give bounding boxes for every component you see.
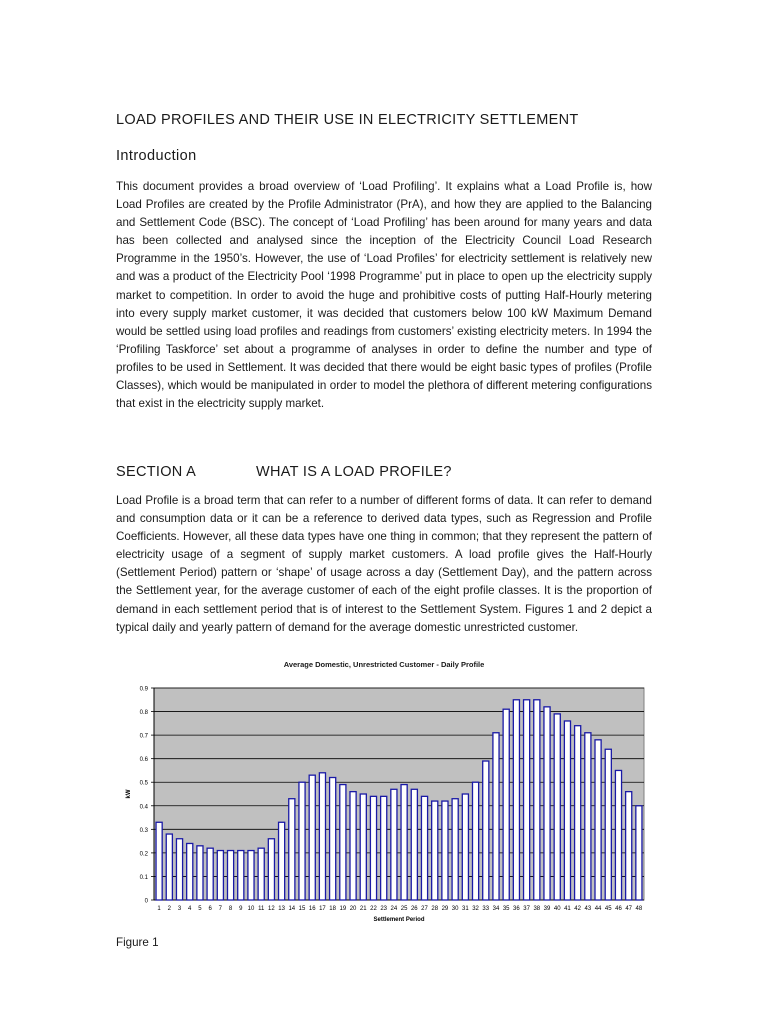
- bar: [626, 792, 632, 900]
- x-tick-label: 3: [177, 906, 182, 912]
- x-tick-label: 12: [268, 906, 275, 912]
- bar: [330, 778, 336, 900]
- bar: [564, 721, 570, 900]
- bar: [493, 733, 499, 900]
- bar: [299, 782, 305, 900]
- y-tick-label: 0.9: [139, 686, 148, 693]
- x-tick-label: 29: [441, 906, 449, 912]
- x-tick-label: 39: [543, 906, 551, 912]
- bar: [258, 848, 264, 900]
- x-tick-label: 7: [218, 906, 223, 912]
- x-tick-label: 43: [584, 906, 592, 912]
- bar: [197, 846, 203, 900]
- bar: [156, 822, 162, 900]
- bar: [401, 785, 407, 900]
- x-tick-label: 17: [319, 906, 326, 912]
- bar: [595, 740, 601, 900]
- bar: [411, 789, 417, 900]
- bar: [217, 851, 223, 900]
- bar: [319, 773, 325, 900]
- bar: [207, 848, 213, 900]
- x-tick-label: 8: [228, 906, 233, 912]
- x-tick-label: 2: [167, 906, 171, 912]
- x-tick-label: 25: [400, 906, 408, 912]
- x-tick-label: 19: [339, 906, 347, 912]
- x-tick-label: 44: [594, 906, 602, 912]
- x-axis-label: Settlement Period: [373, 917, 425, 923]
- intro-heading: Introduction: [116, 148, 197, 164]
- x-tick-label: 32: [472, 906, 479, 912]
- x-tick-label: 24: [390, 906, 398, 912]
- y-tick-label: 0.3: [139, 827, 148, 834]
- x-tick-label: 37: [523, 906, 530, 912]
- x-tick-label: 45: [604, 906, 612, 912]
- y-tick-label: 0.5: [139, 780, 148, 787]
- x-tick-label: 27: [421, 906, 428, 912]
- bar: [248, 851, 254, 900]
- x-tick-label: 34: [492, 906, 500, 912]
- bar: [279, 822, 285, 900]
- chart-svg: [116, 672, 652, 926]
- x-tick-label: 23: [380, 906, 388, 912]
- x-tick-label: 5: [198, 906, 202, 912]
- x-tick-label: 22: [370, 906, 377, 912]
- bar: [473, 782, 479, 900]
- bar: [238, 851, 244, 900]
- bar: [289, 799, 295, 900]
- bar: [176, 839, 182, 900]
- y-tick-label: 0.8: [139, 710, 148, 717]
- daily-profile-chart: [116, 660, 652, 926]
- bar: [615, 770, 621, 900]
- bar: [340, 785, 346, 900]
- bar: [636, 806, 642, 900]
- bar: [268, 839, 274, 900]
- bar: [350, 792, 356, 900]
- bar: [442, 801, 448, 900]
- y-axis-label: kW: [126, 789, 132, 799]
- bar: [483, 761, 489, 900]
- x-tick-label: 10: [247, 906, 255, 912]
- bar: [585, 733, 591, 900]
- x-tick-label: 31: [462, 906, 469, 912]
- x-tick-label: 38: [533, 906, 541, 912]
- x-tick-label: 48: [635, 906, 643, 912]
- bar: [360, 794, 366, 900]
- x-tick-label: 20: [349, 906, 357, 912]
- x-tick-label: 30: [451, 906, 459, 912]
- x-tick-label: 41: [564, 906, 571, 912]
- x-tick-label: 40: [553, 906, 561, 912]
- bar: [187, 843, 193, 900]
- bar: [309, 775, 315, 900]
- x-tick-label: 33: [482, 906, 490, 912]
- x-tick-label: 15: [298, 906, 306, 912]
- y-tick-label: 0.6: [139, 757, 148, 764]
- x-tick-label: 42: [574, 906, 581, 912]
- intro-paragraph: This document provides a broad overview of ‘Load Profiling’. It explains what a Load Profile is, how Load Profiles are created by the Profile Administrator (PrA), and how they are applied to the Balancing and Settlement Code (BSC). The concept of ‘Load Profiling’ has been around for many years and data has been collected and analysed since the inception of the Electricity Council Load Research Programme in the 1950’s. However, the use of ‘Load Profiles’ for electricity settlement is relatively new and was a product of the Electricity Pool ‘1998 Programme’ put in place to open up the electricity supply market to competition. In order to avoid the huge and prohibitive costs of putting Half-Hourly metering into every supply market customer, it was decided that customers below 100 kW Maximum Demand would be settled using load profiles and readings from customers’ existing electricity meters. In 1994 the ‘Profiling Taskforce’ set about a programme of analyses in order to define the number and type of profiles to be used in Settlement. It was decided that there would be eight basic types of profiles (Profile Classes), which would be manipulated in order to model the plethora of different metering configurations that exist in the electricity supply market.: [116, 180, 652, 411]
- bar: [421, 796, 427, 900]
- bar: [534, 700, 540, 900]
- x-tick-label: 1: [157, 906, 161, 912]
- section-a-title: WHAT IS A LOAD PROFILE?: [256, 464, 452, 480]
- bar: [370, 796, 376, 900]
- y-tick-label: 0: [144, 898, 148, 905]
- x-tick-label: 6: [208, 906, 212, 912]
- bar: [575, 726, 581, 900]
- y-tick-label: 0.4: [139, 804, 148, 811]
- figure-caption: Figure 1: [116, 936, 159, 949]
- x-tick-label: 13: [278, 906, 285, 912]
- x-tick-label: 9: [239, 906, 243, 912]
- y-tick-label: 0.2: [139, 851, 148, 858]
- section-a-heading: [116, 464, 452, 480]
- chart-title: Average Domestic, Unrestricted Customer - Daily Profile: [283, 660, 485, 669]
- bar: [391, 789, 397, 900]
- section-a-paragraph: Load Profile is a broad term that can refer to a number of different forms of data. It can refer to demand and consumption data or it can be a reference to derived data types, such as Regression and Profile Coefficients. However, all these data types have one thing in common; that they represent the pattern of electricity usage of a segment of supply market customers. A load profile gives the Half-Hourly (Settlement Period) pattern or ‘shape’ of usage across a day (Settlement Day), and the pattern across the Settlement year, for the average customer of each of the eight profile classes. It is the proportion of demand in each settlement period that is of interest to the Settlement System. Figures 1 and 2 depict a typical daily and yearly pattern of demand for the average domestic unrestricted customer.: [116, 494, 652, 634]
- y-tick-label: 0.1: [139, 874, 148, 881]
- bar: [513, 700, 519, 900]
- bar: [554, 714, 560, 900]
- x-tick-label: 14: [288, 906, 296, 912]
- bar: [503, 709, 509, 900]
- x-tick-label: 28: [431, 906, 439, 912]
- x-tick-label: 36: [513, 906, 520, 912]
- bar: [524, 700, 530, 900]
- x-tick-label: 46: [615, 906, 622, 912]
- y-tick-label: 0.7: [139, 733, 148, 740]
- x-tick-label: 11: [258, 906, 265, 912]
- bar: [462, 794, 468, 900]
- x-tick-label: 21: [359, 906, 367, 912]
- x-tick-label: 47: [625, 906, 633, 912]
- x-tick-label: 4: [188, 906, 192, 912]
- bar: [544, 707, 550, 900]
- bar: [605, 749, 611, 900]
- document-title: LOAD PROFILES AND THEIR USE IN ELECTRICITY SETTLEMENT: [116, 112, 579, 128]
- x-tick-label: 26: [410, 906, 418, 912]
- bar: [166, 834, 172, 900]
- x-tick-label: 35: [502, 906, 510, 912]
- bar: [381, 796, 387, 900]
- bar: [452, 799, 458, 900]
- x-tick-label: 18: [329, 906, 336, 912]
- x-tick-label: 16: [308, 906, 316, 912]
- bar: [228, 851, 234, 900]
- bar: [432, 801, 438, 900]
- section-a-label: SECTION A: [116, 464, 197, 480]
